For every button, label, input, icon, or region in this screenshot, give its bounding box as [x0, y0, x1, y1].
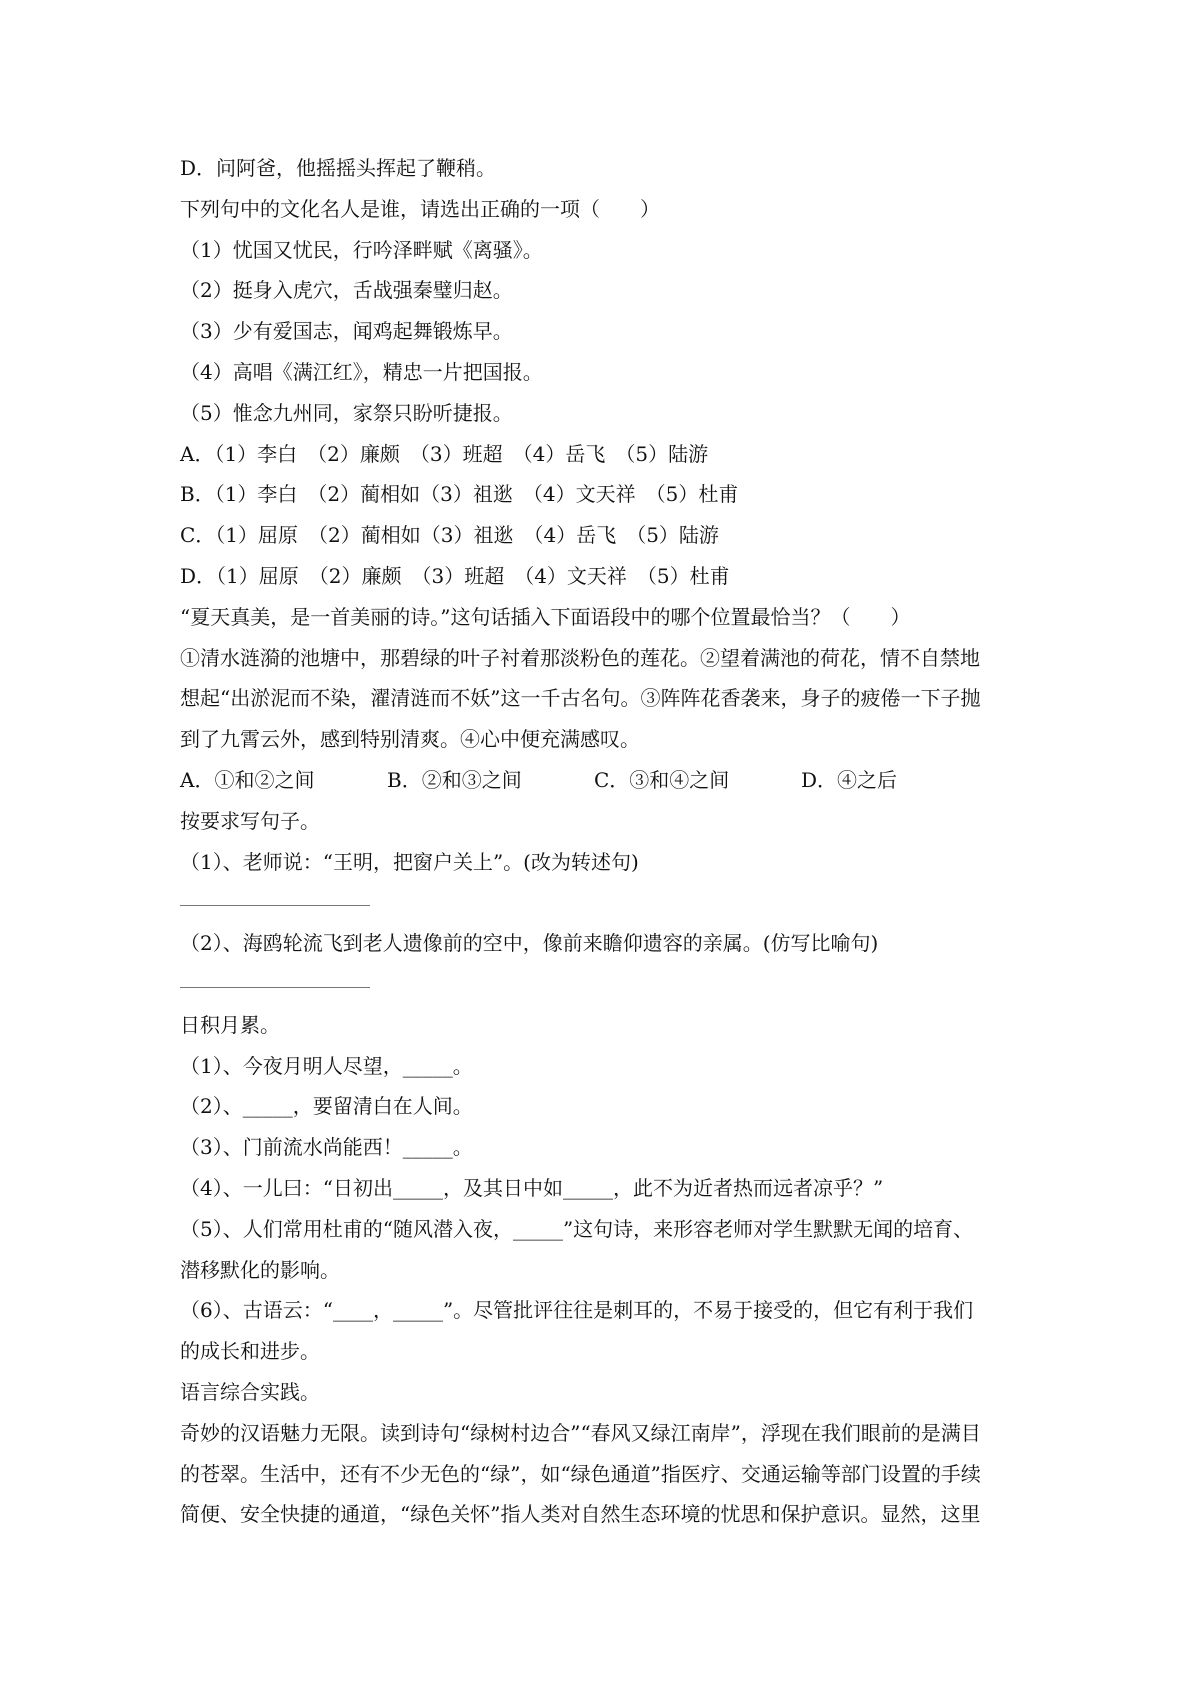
choice-a: A．（1）李白 （2）廉颇 （3）班超 （4）岳飞 （5）陆游: [180, 441, 709, 466]
clue-4: （4）高唱《满江红》，精忠一片把国报。: [180, 359, 543, 384]
poetry-item-3: （3）、门前流水尚能西！_____。: [180, 1135, 473, 1160]
poetry-item-1: （1）、今夜月明人尽望，_____。: [180, 1053, 473, 1078]
insert-options: [180, 760, 1016, 801]
answer-blank-line-1: [180, 882, 1016, 923]
page-content: [180, 148, 1016, 1535]
clue-3: （3）少有爱国志，闻鸡起舞锻炼早。: [180, 319, 513, 344]
passage-line-2: 想起“出淤泥而不染，濯清涟而不妖”这一千古名句。③阵阵花香袭来，身子的疲倦一下子抛: [180, 686, 981, 711]
poetry-item-6-cont: 的成长和进步。: [180, 1339, 320, 1364]
clue-1: （1）忧国又忧民，行吟泽畔赋《离骚》。: [180, 237, 543, 262]
passage-line-3: 到了九霄云外，感到特别清爽。④心中便充满感叹。: [180, 727, 640, 752]
practice-line-3: 简便、安全快捷的通道，“绿色关怀”指人类对自然生态环境的忧思和保护意识。显然，这里: [180, 1502, 981, 1527]
question-cultural-figures: 下列句中的文化名人是谁，请选出正确的一项（ ）: [180, 196, 660, 221]
insert-option-c: C．③和④之间: [594, 767, 730, 792]
insert-option-d: D．④之后: [801, 767, 898, 792]
rewrite-question-1: （1）、老师说：“王明，把窗户关上”。(改为转述句): [180, 849, 639, 874]
poetry-item-2: （2）、_____，要留清白在人间。: [180, 1094, 473, 1119]
poetry-item-5: （5）、人们常用杜甫的“随风潜入夜，_____”这句诗，来形容老师对学生默默无闻的培育、: [180, 1216, 974, 1241]
section-poetry-title: 日积月累。: [180, 1012, 280, 1037]
insert-option-a: A．①和②之间: [180, 767, 315, 792]
option-d-previous-question: D．问阿爸，他摇摇头挥起了鞭稍。: [180, 156, 497, 180]
insert-option-b: B．②和③之间: [387, 767, 522, 792]
choice-c: C．（1）屈原 （2）蔺相如（3）祖逖 （4）岳飞 （5）陆游: [180, 523, 719, 548]
passage-line-1: ①清水涟漪的池塘中，那碧绿的叶子衬着那淡粉色的莲花。②望着满池的荷花，情不自禁地: [180, 645, 980, 670]
clue-5: （5）惟念九州同，家祭只盼听捷报。: [180, 400, 513, 425]
practice-line-2: 的苍翠。生活中，还有不少无色的“绿”，如“绿色通道”指医疗、交通运输等部门设置的手续: [180, 1461, 981, 1486]
answer-blank-line-2: [180, 964, 1016, 1005]
practice-line-1: 奇妙的汉语魅力无限。读到诗句“绿树村边合”“春风又绿江南岸”，浮现在我们眼前的是满目: [180, 1420, 981, 1445]
clue-2: （2）挺身入虎穴，舌战强秦璧归赵。: [180, 278, 513, 303]
poetry-item-4: （4）、一儿曰：“日初出_____，及其日中如_____，此不为近者热而远者凉乎？”: [180, 1175, 884, 1200]
question-sentence-insert: “夏天真美，是一首美丽的诗。”这句话插入下面语段中的哪个位置最恰当？（ ）: [180, 604, 911, 629]
choice-b: B．（1）李白 （2）蔺相如（3）祖逖 （4）文天祥 （5）杜甫: [180, 482, 739, 507]
section-practice-title: 语言综合实践。: [180, 1379, 320, 1404]
rewrite-question-2: （2）、海鸥轮流飞到老人遗像前的空中，像前来瞻仰遗容的亲属。(仿写比喻句): [180, 931, 879, 956]
poetry-item-5-cont: 潜移默化的影响。: [180, 1257, 340, 1282]
poetry-item-6: （6）、古语云：“____，_____”。尽管批评往往是刺耳的，不易于接受的，但它有利于我们: [180, 1298, 974, 1323]
choice-d: D．（1）屈原 （2）廉颇 （3）班超 （4）文天祥 （5）杜甫: [180, 563, 730, 588]
section-rewrite-title: 按要求写句子。: [180, 808, 320, 833]
